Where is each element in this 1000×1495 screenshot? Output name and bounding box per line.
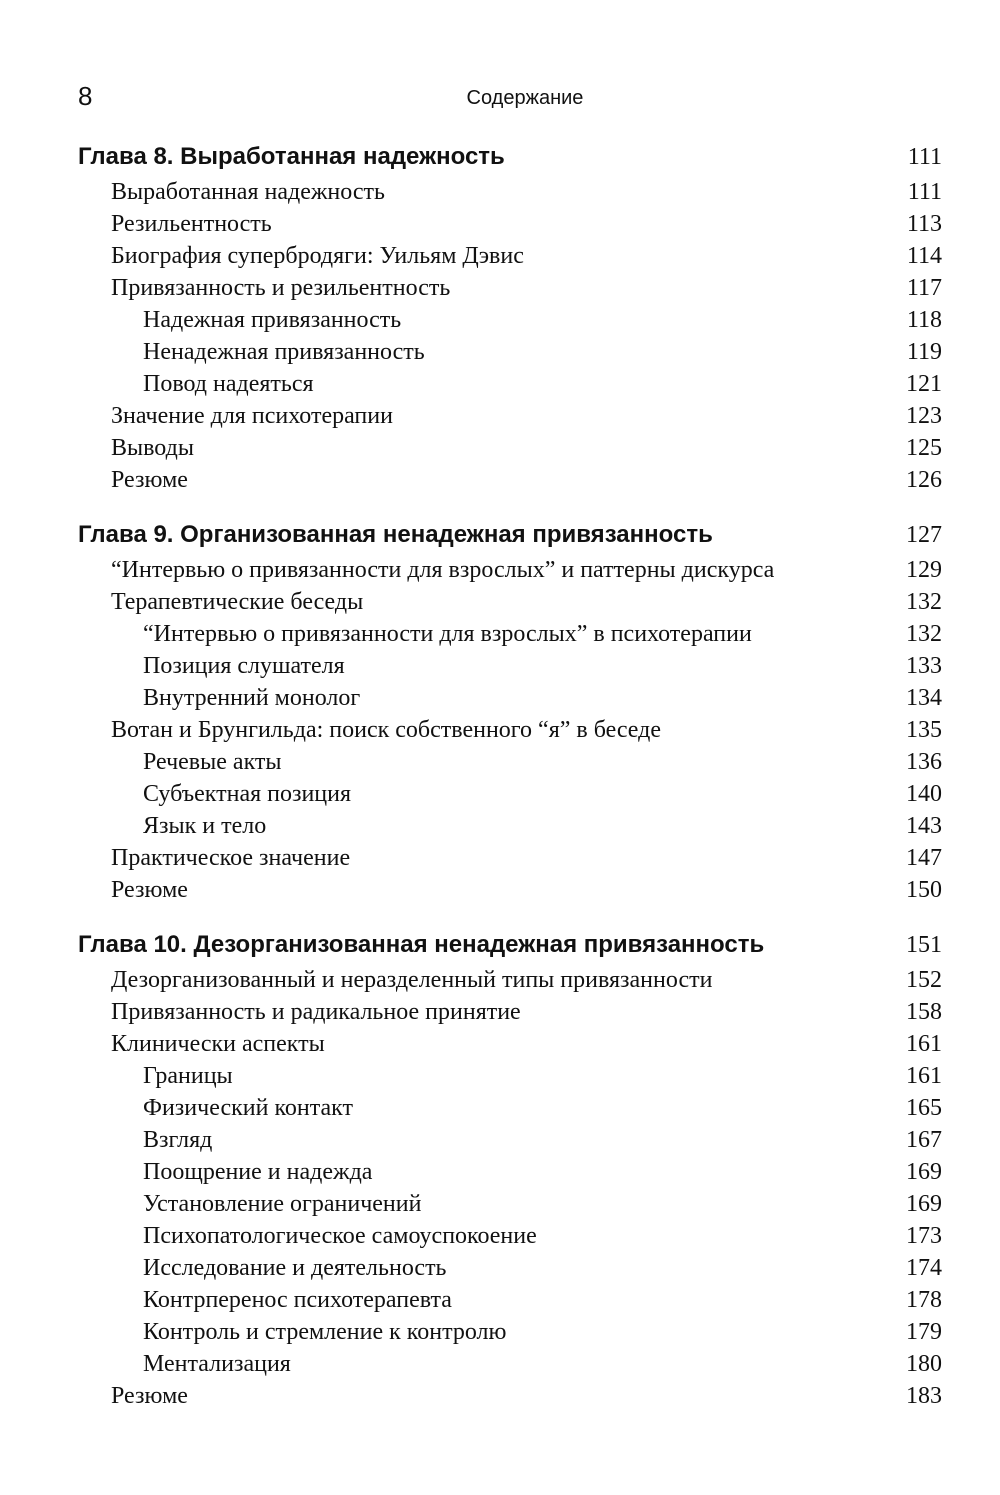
chapter-heading <box>78 516 942 554</box>
entry-page-number: 135 <box>906 717 942 743</box>
entry-title: Резюме <box>111 467 188 493</box>
entry-title: Привязанность и радикальное принятие <box>111 999 521 1025</box>
toc-entry <box>78 996 942 1028</box>
entry-title: Практическое значение <box>111 845 351 871</box>
toc-entry <box>78 272 942 304</box>
toc-entry <box>78 554 942 586</box>
entry-title: Резильентность <box>111 211 272 237</box>
entry-page-number: 117 <box>906 275 942 301</box>
entry-title: Повод надеяться <box>143 371 314 397</box>
entry-page-number: 147 <box>906 845 942 871</box>
entry-title: Установление ограничений <box>143 1191 422 1217</box>
toc-subentry <box>78 1348 942 1380</box>
entry-title: Надежная привязанность <box>143 307 402 333</box>
entry-title: Поощрение и надежда <box>143 1159 373 1185</box>
entry-page-number: 161 <box>906 1031 942 1057</box>
entry-page-number: 134 <box>906 685 942 711</box>
entry-page-number: 183 <box>906 1383 942 1409</box>
entry-page-number: 143 <box>906 813 942 839</box>
entry-title: Язык и тело <box>143 813 267 839</box>
toc-entry <box>78 176 942 208</box>
toc-subentry <box>78 368 942 400</box>
chapter-title: Глава 8. Выработанная надежность <box>78 143 505 170</box>
entry-page-number: 178 <box>906 1287 942 1313</box>
entry-title: Выводы <box>111 435 194 461</box>
entry-title: Исследование и деятельность <box>143 1255 447 1281</box>
entry-page-number: 133 <box>906 653 942 679</box>
toc-subentry <box>78 1188 942 1220</box>
entry-page-number: 167 <box>906 1127 942 1153</box>
toc-subentry <box>78 1252 942 1284</box>
toc-entry <box>78 586 942 618</box>
toc-entry <box>78 964 942 996</box>
entry-title: Речевые акты <box>143 749 282 775</box>
toc-subentry <box>78 1060 942 1092</box>
entry-page-number: 158 <box>906 999 942 1025</box>
entry-page-number: 121 <box>906 371 942 397</box>
entry-title: Клинически аспекты <box>111 1031 325 1057</box>
entry-page-number: 119 <box>906 339 942 365</box>
entry-page-number: 165 <box>906 1095 942 1121</box>
table-of-contents <box>78 138 942 1412</box>
chapter-page-number: 111 <box>907 144 942 170</box>
entry-title: Резюме <box>111 1383 188 1409</box>
entry-page-number: 123 <box>906 403 942 429</box>
entry-title: Физический контакт <box>143 1095 353 1121</box>
toc-entry <box>78 1380 942 1412</box>
entry-page-number: 126 <box>906 467 942 493</box>
entry-page-number: 180 <box>906 1351 942 1377</box>
chapter-title: Глава 10. Дезорганизованная ненадежная привязанность <box>78 931 765 958</box>
entry-title: Контроль и стремление к контролю <box>143 1319 507 1345</box>
toc-subentry <box>78 1220 942 1252</box>
entry-title: “Интервью о привязанности для взрослых” и паттерны дискурса <box>111 557 775 583</box>
entry-page-number: 140 <box>906 781 942 807</box>
chapter-page-number: 127 <box>906 522 942 548</box>
entry-title: Взгляд <box>143 1127 213 1153</box>
toc-entry <box>78 874 942 906</box>
entry-title: “Интервью о привязанности для взрослых” в психотерапии <box>143 621 752 647</box>
entry-title: Привязанность и резильентность <box>111 275 451 301</box>
entry-title: Биография супербродяги: Уильям Дэвис <box>111 243 524 269</box>
entry-page-number: 111 <box>907 179 942 205</box>
entry-page-number: 179 <box>906 1319 942 1345</box>
toc-entry <box>78 240 942 272</box>
page-number: 8 <box>78 81 93 111</box>
toc-subentry <box>78 618 942 650</box>
toc-subentry <box>78 1284 942 1316</box>
entry-page-number: 132 <box>906 589 942 615</box>
entry-title: Внутренний монолог <box>143 685 361 711</box>
chapter-section <box>78 138 942 496</box>
toc-entry <box>78 208 942 240</box>
toc-subentry <box>78 778 942 810</box>
running-title: Содержание <box>466 87 584 109</box>
toc-entry <box>78 432 942 464</box>
toc-entry <box>78 464 942 496</box>
toc-subentry <box>78 336 942 368</box>
page-header <box>78 78 942 118</box>
entry-title: Выработанная надежность <box>111 179 385 205</box>
entry-page-number: 113 <box>906 211 942 237</box>
chapter-heading <box>78 926 942 964</box>
entry-page-number: 173 <box>906 1223 942 1249</box>
chapter-page-number: 151 <box>906 932 942 958</box>
toc-entry <box>78 714 942 746</box>
toc-subentry <box>78 304 942 336</box>
toc-subentry <box>78 1092 942 1124</box>
entry-title: Дезорганизованный и неразделенный типы привязанности <box>111 967 713 993</box>
entry-page-number: 125 <box>906 435 942 461</box>
toc-subentry <box>78 650 942 682</box>
entry-title: Значение для психотерапии <box>111 403 393 429</box>
toc-entry <box>78 842 942 874</box>
entry-page-number: 118 <box>906 307 942 333</box>
chapter-section <box>78 516 942 906</box>
entry-page-number: 129 <box>906 557 942 583</box>
toc-subentry <box>78 746 942 778</box>
entry-page-number: 136 <box>906 749 942 775</box>
entry-title: Терапевтические беседы <box>111 589 364 615</box>
toc-subentry <box>78 1316 942 1348</box>
entry-page-number: 174 <box>906 1255 942 1281</box>
toc-subentry <box>78 1124 942 1156</box>
entry-page-number: 152 <box>906 967 942 993</box>
entry-title: Резюме <box>111 877 188 903</box>
entry-title: Ненадежная привязанность <box>143 339 425 365</box>
entry-page-number: 169 <box>906 1191 942 1217</box>
toc-entry <box>78 400 942 432</box>
entry-title: Контрперенос психотерапевта <box>143 1287 452 1313</box>
entry-page-number: 132 <box>906 621 942 647</box>
toc-subentry <box>78 682 942 714</box>
entry-title: Ментализация <box>143 1351 291 1377</box>
entry-title: Границы <box>143 1063 233 1089</box>
chapter-heading <box>78 138 942 176</box>
entry-title: Позиция слушателя <box>143 653 345 679</box>
entry-page-number: 161 <box>906 1063 942 1089</box>
entry-title: Субъектная позиция <box>143 781 352 807</box>
entry-title: Психопатологическое самоуспокоение <box>143 1223 537 1249</box>
entry-page-number: 169 <box>906 1159 942 1185</box>
toc-subentry <box>78 810 942 842</box>
chapter-section <box>78 926 942 1412</box>
toc-subentry <box>78 1156 942 1188</box>
entry-page-number: 114 <box>906 243 942 269</box>
entry-title: Вотан и Брунгильда: поиск собственного “я” в беседе <box>111 717 662 743</box>
chapter-title: Глава 9. Организованная ненадежная привязанность <box>78 521 713 548</box>
toc-entry <box>78 1028 942 1060</box>
entry-page-number: 150 <box>906 877 942 903</box>
